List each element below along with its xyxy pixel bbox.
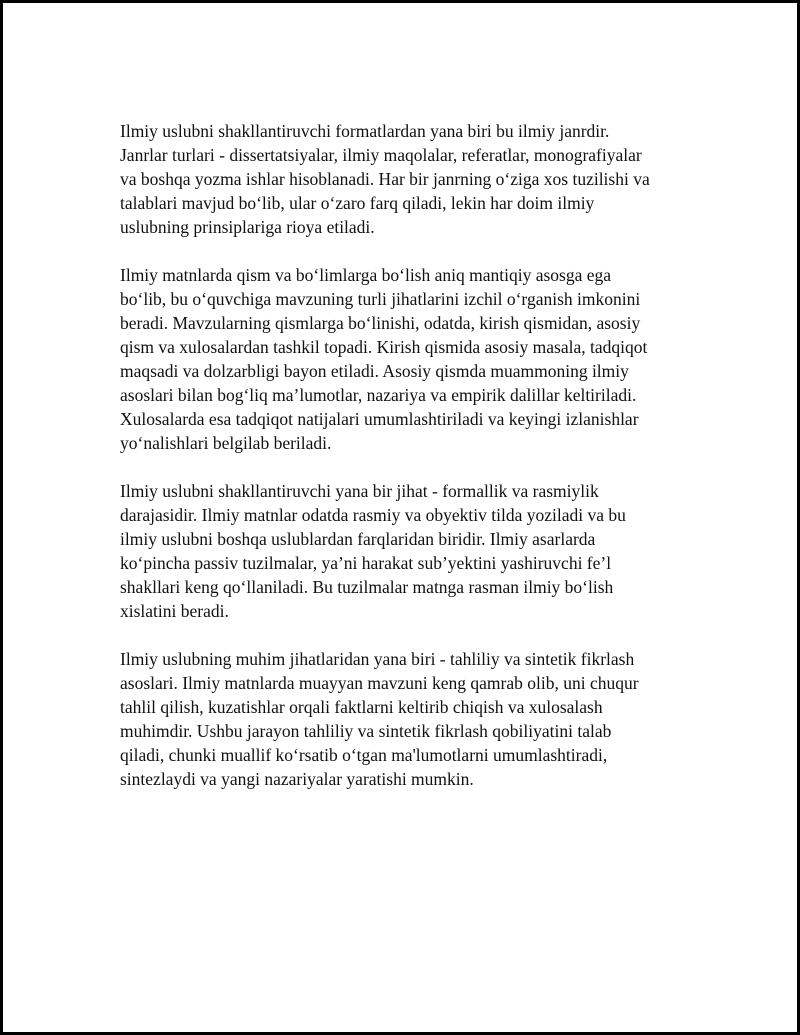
text-line: shakllari keng qo‘llaniladi. Bu tuzilmalar matnga rasman ilmiy bo‘lish — [120, 577, 614, 597]
text-line: muhimdir. Ushbu jarayon tahliliy va sintetik fikrlash qobiliyatini talab — [120, 721, 612, 741]
paragraph-3 — [120, 479, 690, 623]
text-line: xislatini beradi. — [120, 601, 229, 621]
text-line: qism va xulosalardan tashkil topadi. Kirish qismida asosiy masala, tadqiqot — [120, 337, 648, 357]
text-line: maqsadi va dolzarbligi bayon etiladi. Asosiy qismda muammoning ilmiy — [120, 361, 629, 381]
text-line: ilmiy uslubni boshqa uslublardan farqlaridan biridir. Ilmiy asarlarda — [120, 529, 596, 549]
text-line: qiladi, chunki muallif ko‘rsatib o‘tgan ma'lumotlarni umumlashtiradi, — [120, 745, 608, 765]
text-line: uslubning prinsiplariga rioya etiladi. — [120, 217, 375, 237]
text-line: asoslari. Ilmiy matnlarda muayyan mavzuni keng qamrab olib, uni chuqur — [120, 673, 639, 693]
paragraph-4 — [120, 647, 690, 791]
text-line: Ilmiy matnlarda qism va bo‘limlarga bo‘lish aniq mantiqiy asosga ega — [120, 265, 612, 285]
text-line: Xulosalarda esa tadqiqot natijalari umumlashtiriladi va keyingi izlanishlar — [120, 409, 639, 429]
text-line: tahlil qilish, kuzatishlar orqali faktlarni keltirib chiqish va xulosalash — [120, 697, 603, 717]
text-line: Ilmiy uslubni shakllantiruvchi yana bir jihat - formallik va rasmiylik — [120, 481, 599, 501]
text-line: ko‘pincha passiv tuzilmalar, ya’ni harakat sub’yektini yashiruvchi fe’l — [120, 553, 612, 573]
text-line: Ilmiy uslubning muhim jihatlaridan yana biri - tahliliy va sintetik fikrlash — [120, 649, 635, 669]
text-line: Janrlar turlari - dissertatsiyalar, ilmiy maqolalar, referatlar, monografiyalar — [120, 145, 642, 165]
text-line: va boshqa yozma ishlar hisoblanadi. Har bir janrning o‘ziga xos tuzilishi va — [120, 169, 650, 189]
text-line: darajasidir. Ilmiy matnlar odatda rasmiy va obyektiv tilda yoziladi va bu — [120, 505, 626, 525]
paragraph-1 — [120, 119, 690, 239]
text-line: Ilmiy uslubni shakllantiruvchi formatlardan yana biri bu ilmiy janrdir. — [120, 121, 610, 141]
paragraph-2 — [120, 263, 690, 455]
text-line: asoslari bilan bog‘liq ma’lumotlar, nazariya va empirik dalillar keltiriladi. — [120, 385, 637, 405]
text-line: beradi. Mavzularning qismlarga bo‘linishi, odatda, kirish qismidan, asosiy — [120, 313, 641, 333]
text-line: talablari mavjud bo‘lib, ular o‘zaro farq qiladi, lekin har doim ilmiy — [120, 193, 595, 213]
text-line: yo‘nalishlari belgilab beriladi. — [120, 433, 332, 453]
text-line: bo‘lib, bu o‘quvchiga mavzuning turli jihatlarini izchil o‘rganish imkonini — [120, 289, 641, 309]
document-body — [120, 119, 690, 815]
text-line: sintezlaydi va yangi nazariyalar yaratishi mumkin. — [120, 769, 474, 789]
